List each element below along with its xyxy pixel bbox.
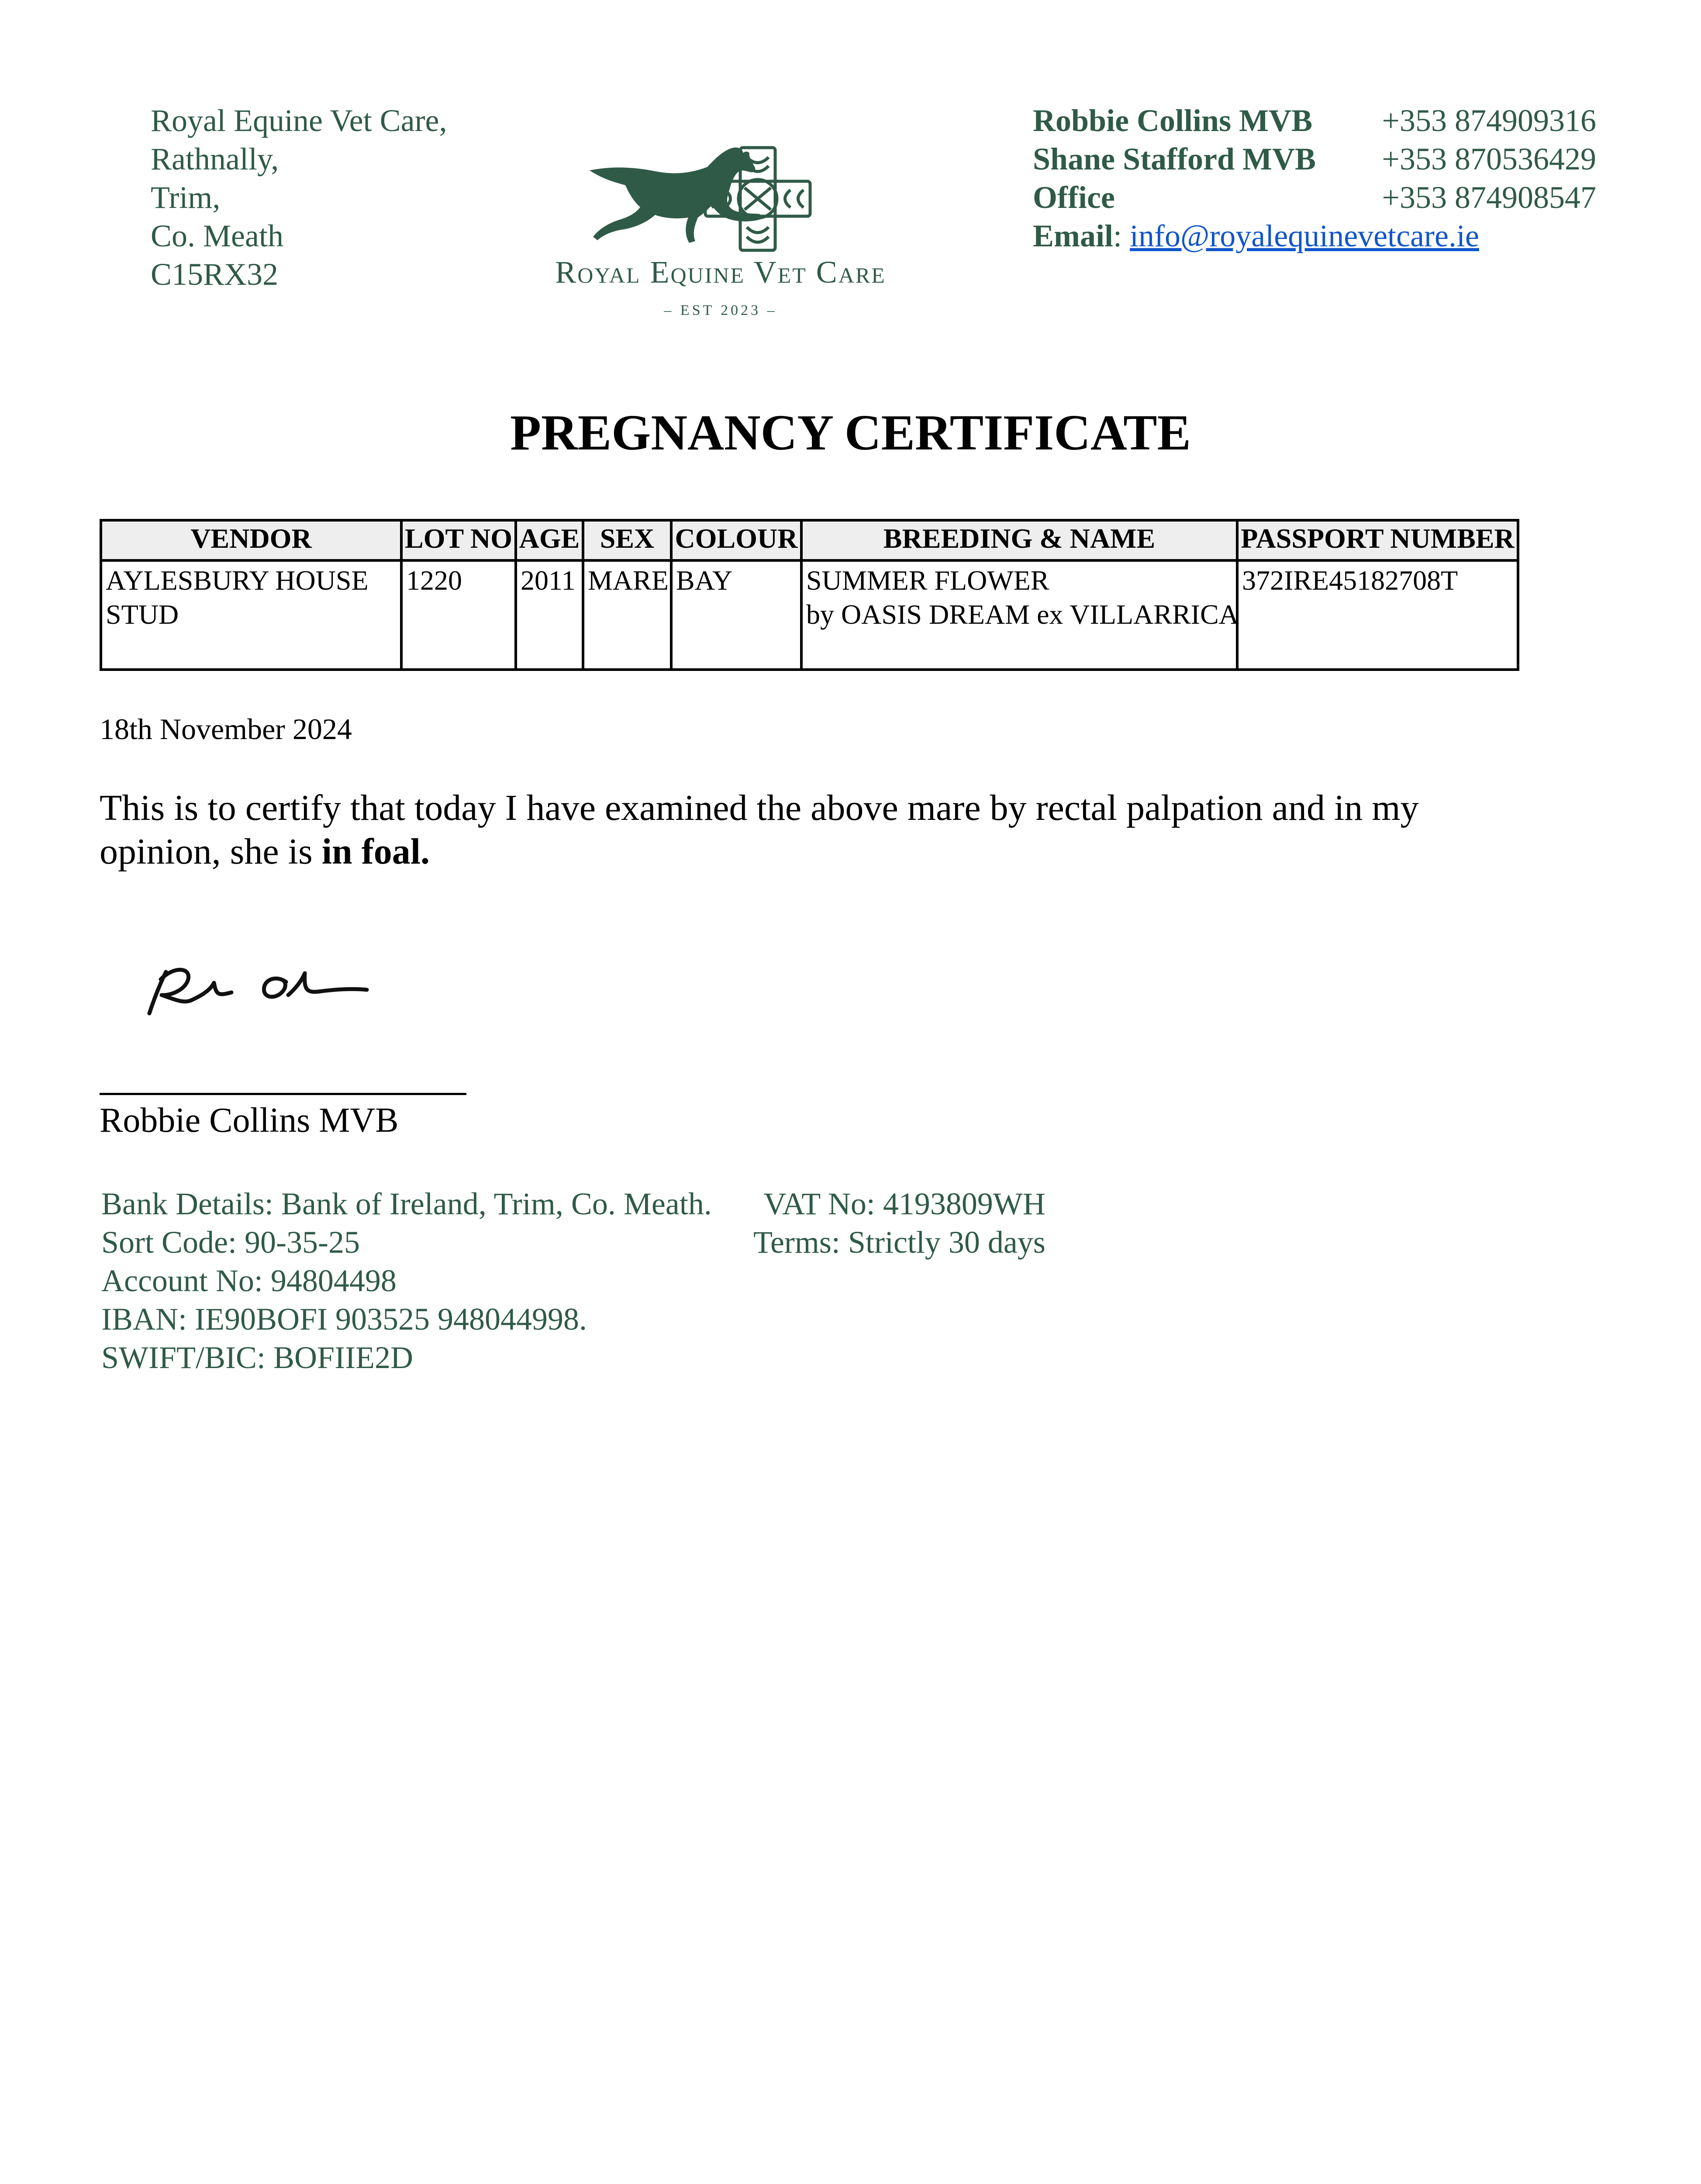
email-link[interactable]: info@royalequinevetcare.ie [1130,218,1479,253]
contact-name: Shane Stafford MVB [1033,142,1316,176]
contact-row [1033,140,1596,178]
logo-established: – EST 2023 – [664,302,777,318]
column-header: BREEDING & NAME [801,520,1237,560]
clinic-logo [507,140,935,332]
bank-line: SWIFT/BIC: BOFIIE2D [101,1340,414,1375]
column-header: PASSPORT NUMBER [1237,520,1518,560]
certification-result: in foal. [321,831,430,872]
passport-cell: 372IRE45182708T [1237,560,1518,670]
bank-details [101,1185,712,1377]
table-header-row [101,520,1518,560]
column-header: LOT NO [401,520,516,560]
bank-line: IBAN: IE90BOFI 903525 948044998. [101,1302,587,1337]
contact-phone: +353 874908547 [1382,180,1596,215]
payment-terms: Terms: Strictly 30 days [753,1225,1045,1260]
column-header: VENDOR [101,520,401,560]
horse-pedigree: by OASIS DREAM ex VILLARRICA [806,599,1239,630]
signer-name: Robbie Collins MVB [100,1101,399,1140]
lot-no-cell: 1220 [401,560,516,670]
contact-block [1033,101,1596,255]
page-title: PREGNANCY CERTIFICATE [510,405,1191,461]
address-line: C15RX32 [151,257,279,292]
contact-phone: +353 874909316 [1382,103,1596,138]
colour-cell: BAY [671,560,801,670]
address-line: Trim, [151,180,221,215]
address-line: Co. Meath [151,218,283,253]
sex-cell: MARE [583,560,671,670]
address-line: Rathnally, [151,142,279,176]
tax-terms [753,1185,1045,1261]
certification-text: This is to certify that today I have examined the above mare by rectal palpation and in my opinion, she is [100,788,1419,872]
handwritten-signature [140,948,384,1035]
column-header: COLOUR [671,520,801,560]
table-row [101,560,1518,670]
certificate-date: 18th November 2024 [100,712,352,746]
bank-line: Bank Details: Bank of Ireland, Trim, Co. Meath. [101,1186,712,1221]
column-header: SEX [583,520,671,560]
signature-line [100,1093,466,1095]
address-line: Royal Equine Vet Care, [151,103,447,138]
contact-row [1033,101,1596,140]
horse-name: SUMMER FLOWER [806,565,1049,596]
clinic-address [151,101,447,294]
contact-row [1033,178,1596,217]
contact-name: Robbie Collins MVB [1033,103,1313,138]
bank-line: Sort Code: 90-35-25 [101,1225,360,1260]
certification-statement [100,786,1541,874]
bank-line: Account No: 94804498 [101,1263,397,1298]
column-header: AGE [516,520,583,560]
vat-number: VAT No: 4193809WH [763,1186,1045,1221]
breeding-name-cell [801,560,1237,670]
email-row: Email: info@royalequinevetcare.ie [1033,218,1479,253]
galloping-horse-celtic-cross-icon [581,140,887,253]
email-label: Email [1033,218,1114,253]
age-cell: 2011 [516,560,583,670]
logo-wordmark: Royal Equine Vet Care [555,255,886,290]
contact-name: Office [1033,180,1115,215]
vendor-cell: AYLESBURY HOUSE STUD [101,560,401,670]
horse-details-table [100,519,1519,671]
contact-phone: +353 870536429 [1382,142,1596,176]
